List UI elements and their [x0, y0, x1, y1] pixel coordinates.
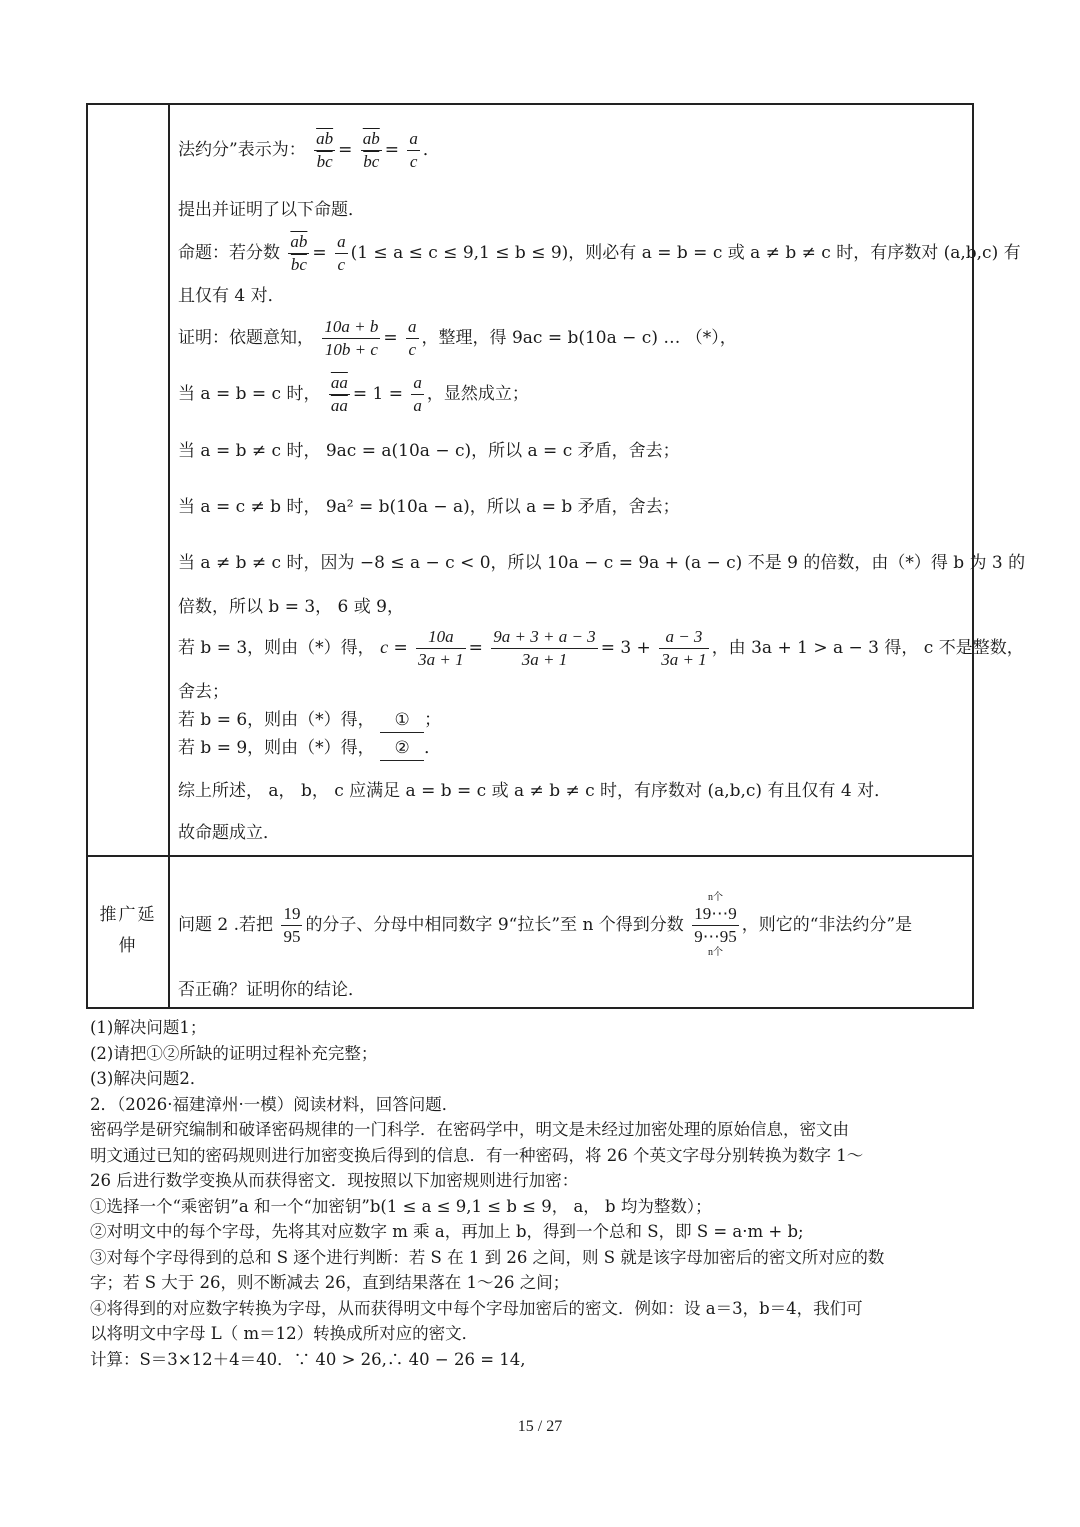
question-2: (2)请把①②所缺的证明过程补充完整；: [90, 1043, 378, 1063]
question-1: (1)解决问题1；: [90, 1018, 207, 1037]
b9-case: 若 b = 9，则由（*）得， ② ．: [178, 736, 441, 761]
b6-case: 若 b = 6，则由（*）得， ① ；: [178, 708, 441, 733]
qed-line: 故命题成立．: [178, 823, 280, 843]
problem-2-line-2: 否正确？证明你的结论．: [178, 980, 365, 1000]
page-number: 15 / 27: [517, 1418, 563, 1435]
case-4-cont: 倍数，所以 b = 3， 6 或 9，: [178, 597, 404, 617]
proposition-line-2: 且仅有 4 对．: [178, 286, 285, 306]
question-list: [90, 1015, 990, 1372]
proof-line-1: 法约分”表示为： $\frac{\overline{ab}}{bc}$ = $\frac{\overline{ab}}{bc}$ = $\frac{a}{c}$ ．: [178, 129, 440, 171]
paragraph-line: 以将明文中字母 L（ m＝12）转换成所对应的密文．: [90, 1324, 479, 1343]
question-3: (3)解决问题2．: [90, 1069, 207, 1088]
conclusion-line: 综上所述， a， b， c 应满足 a = b = c 或 a ≠ b ≠ c 时，有序数对 (a,b,c) 有且仅有 4 对．: [178, 781, 892, 801]
paragraph-line: 计算：S＝3×12＋4＝40．∵ 40 > 26,∴ 40 − 26 = 14,: [90, 1349, 526, 1369]
proposition-line: 命题：若分数 $\frac{\overline{ab}}{bc}$ = $\frac{a}{c}$ (1 ≤ a ≤ c ≤ 9,1 ≤ b ≤ 9)，则必有 a = b = c 或 a ≠ b ≠ c 时，有序数对 (a,b,c) 有: [178, 232, 1021, 274]
b3-case: 若 b = 3，则由（*）得， c = $\frac{10a}{3a + 1}$ = $\frac{9a + 3 + a - 3}{3a + 1}$ = 3 + $\frac{a - 3}{3a + 1}$ ，由 3a + 1 > a − 3 得， c 不是整数，: [178, 627, 1024, 669]
paragraph-line: ④将得到的对应数字转换为字母，从而获得明文中每个字母加密后的密文．例如：设 a＝3，b＝4，我们可: [90, 1298, 863, 1318]
case-3: 当 a = c ≠ b 时， 9a² = b(10a − a)，所以 a = b 矛盾，舍去；: [178, 497, 680, 517]
problem-2-line: 问题 2 .若把 $\frac{19}{95}$ 的分子、分母中相同数字 9“拉长”至 n 个得到分数 n个 19⋯9 9⋯95 n个 ，则它的“非法约分”是: [178, 892, 913, 958]
paragraph-line: 明文通过已知的密码规则进行加密变换后得到的信息．有一种密码，将 26 个英文字母分别转换为数字 1～: [90, 1145, 864, 1165]
case-1: 当 a = b = c 时， $\frac{\overline{aa}}{aa}$ = 1 = $\frac{a}{a}$ ，显然成立；: [178, 373, 529, 415]
paragraph-line: ①选择一个“乘密钥”a 和一个“加密钥”b(1 ≤ a ≤ 9,1 ≤ b ≤ 9， a， b 均为整数）；: [90, 1196, 712, 1216]
row-divider: [88, 855, 972, 857]
paragraph-line: ③对每个字母得到的总和 S 逐个进行判断：若 S 在 1 到 26 之间，则 S 就是该字母加密后的密文所对应的数: [90, 1247, 885, 1267]
blank-1[interactable]: ①: [380, 708, 424, 733]
proof-line-2: 提出并证明了以下命题．: [178, 200, 365, 220]
paragraph-line: 密码学是研究编制和破译密码规律的一门科学．在密码学中，明文是未经过加密处理的原始信息，密文由: [90, 1120, 849, 1139]
case-4: 当 a ≠ b ≠ c 时，因为 −8 ≤ a − c < 0，所以 10a − c = 9a + (a − c) 不是 9 的倍数，由（*）得 b 为 3 的: [178, 553, 1026, 573]
paragraph-line: ②对明文中的每个字母，先将其对应数字 m 乘 a，再加上 b，得到一个总和 S，即 S = a·m + b;: [90, 1222, 804, 1241]
problem-2-header: 2．（2026·福建漳州·一模）阅读材料，回答问题．: [90, 1094, 459, 1114]
blank-2[interactable]: ②: [380, 736, 424, 761]
column-divider: [168, 105, 170, 1007]
paragraph-line: 字；若 S 大于 26，则不断减去 26，直到结果落在 1～26 之间；: [90, 1273, 570, 1292]
side-label: 推广延 伸: [99, 905, 157, 956]
paragraph-line: 26 后进行数学变换从而获得密文．现按照以下加密规则进行加密：: [90, 1171, 579, 1190]
case-2: 当 a = b ≠ c 时， 9ac = a(10a − c)，所以 a = c 矛盾，舍去；: [178, 441, 680, 461]
b3-case-cont: 舍去；: [178, 682, 229, 702]
proof-setup: 证明：依题意知， $\frac{10a + b}{10b + c}$ = $\frac{a}{c}$ ，整理，得 9ac = b(10a − c) … （*），: [178, 317, 737, 359]
